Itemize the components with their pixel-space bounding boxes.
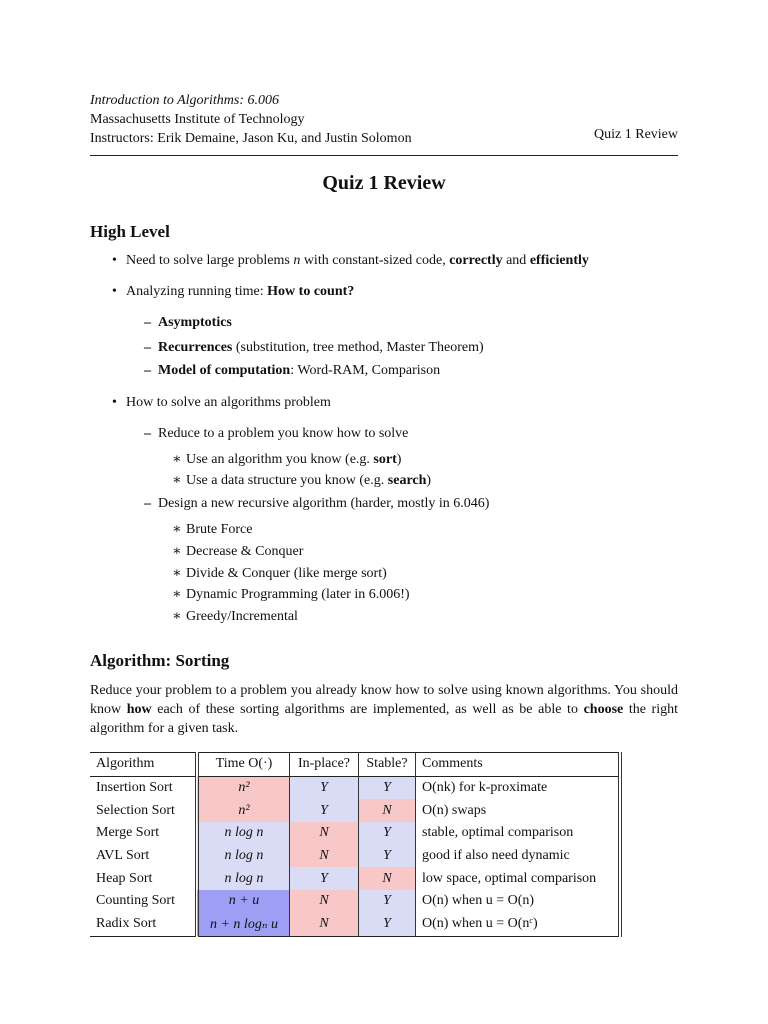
subsub-item-divide-conquer: ∗ Divide & Conquer (like merge sort) — [172, 566, 387, 581]
header-right-label: Quiz 1 Review — [594, 127, 678, 142]
table-row — [90, 776, 620, 799]
subsub-item-dynamic-programming: ∗ Dynamic Programming (later in 6.006!) — [172, 587, 410, 602]
cell-comments: O(n) when u = O(nᶜ) — [416, 913, 621, 936]
table-row — [90, 913, 620, 936]
table-row — [90, 822, 620, 845]
page-title: Quiz 1 Review — [322, 172, 446, 194]
col-header-comments: Comments — [416, 753, 621, 777]
bullet-dot: • — [112, 284, 117, 299]
subsub-item-decrease-conquer: ∗ Decrease & Conquer — [172, 544, 304, 559]
sub-item-model-of-computation: – Model of computation: Word-RAM, Comparison — [144, 363, 441, 378]
subsub-item-use-algorithm: ∗ Use an algorithm you know (e.g. sort) — [172, 452, 402, 467]
cell-algorithm: Insertion Sort — [90, 776, 197, 799]
subsub-item-greedy: ∗ Greedy/Incremental — [172, 609, 298, 624]
cell-algorithm: AVL Sort — [90, 845, 197, 868]
bullet-dot: • — [112, 395, 117, 410]
sub-item-reduce: – Reduce to a problem you know how to solve — [144, 426, 409, 441]
cell-comments: good if also need dynamic — [416, 845, 621, 868]
section-heading-high-level: High Level — [90, 222, 170, 241]
sub-item-design-new: – Design a new recursive algorithm (harder, mostly in 6.046) — [144, 496, 490, 511]
cell-comments: O(nk) for k-proximate — [416, 776, 621, 799]
cell-stable: Y — [359, 913, 416, 936]
col-header-time: Time O(·) — [197, 753, 290, 777]
instructors: Instructors: Erik Demaine, Jason Ku, and Justin Solomon — [90, 131, 412, 146]
col-header-stable: Stable? — [359, 753, 416, 777]
sorting-paragraph: Reduce your problem to a problem you already know how to solve using known algorithms. You should know how each of these sorting algorithms are implemented, as well as be able to choose the right algorithm for a given task. — [90, 683, 678, 736]
sub-item-recurrences: – Recurrences (substitution, tree method, Master Theorem) — [144, 340, 484, 355]
sorting-table — [90, 752, 622, 937]
cell-in-place: N — [290, 890, 359, 913]
cell-comments: O(n) swaps — [416, 799, 621, 822]
cell-algorithm: Counting Sort — [90, 890, 197, 913]
bullet-dot: • — [112, 253, 117, 268]
cell-stable: N — [359, 867, 416, 890]
cell-in-place: Y — [290, 867, 359, 890]
subsub-item-use-data-structure: ∗ Use a data structure you know (e.g. search) — [172, 473, 432, 488]
cell-time: n + n logₙ u — [197, 913, 290, 936]
page-header — [90, 91, 678, 148]
cell-stable: Y — [359, 822, 416, 845]
cell-algorithm: Radix Sort — [90, 913, 197, 936]
col-header-algorithm: Algorithm — [90, 753, 197, 777]
cell-comments: stable, optimal comparison — [416, 822, 621, 845]
cell-comments: low space, optimal comparison — [416, 867, 621, 890]
sub-item-asymptotics: – Asymptotics — [144, 315, 232, 330]
institution: Massachusetts Institute of Technology — [90, 112, 305, 127]
bullet-item-2: • Analyzing running time: How to count? — [112, 284, 355, 299]
cell-time: n log n — [197, 822, 290, 845]
bullet-item-3: • How to solve an algorithms problem — [112, 395, 331, 410]
header-rule — [90, 155, 678, 156]
col-header-in-place: In-place? — [290, 753, 359, 777]
subsub-item-brute-force: ∗ Brute Force — [172, 522, 253, 537]
cell-stable: N — [359, 799, 416, 822]
cell-time: n + u — [197, 890, 290, 913]
table-row — [90, 845, 620, 868]
section-heading-sorting: Algorithm: Sorting — [90, 651, 230, 670]
cell-in-place: N — [290, 913, 359, 936]
cell-time: n log n — [197, 867, 290, 890]
table-row — [90, 867, 620, 890]
cell-algorithm: Merge Sort — [90, 822, 197, 845]
cell-algorithm: Selection Sort — [90, 799, 197, 822]
course-name: Introduction to Algorithms: 6.006 — [90, 93, 279, 108]
cell-stable: Y — [359, 845, 416, 868]
cell-in-place: N — [290, 845, 359, 868]
cell-comments: O(n) when u = O(n) — [416, 890, 621, 913]
table-header-row — [90, 753, 620, 777]
cell-in-place: Y — [290, 776, 359, 799]
cell-stable: Y — [359, 776, 416, 799]
bullet-item-1: • Need to solve large problems n with constant-sized code, correctly and efficiently — [112, 253, 589, 268]
table-row — [90, 799, 620, 822]
table-row — [90, 890, 620, 913]
cell-algorithm: Heap Sort — [90, 867, 197, 890]
cell-in-place: N — [290, 822, 359, 845]
cell-in-place: Y — [290, 799, 359, 822]
cell-time: n² — [197, 776, 290, 799]
cell-stable: Y — [359, 890, 416, 913]
cell-time: n² — [197, 799, 290, 822]
cell-time: n log n — [197, 845, 290, 868]
